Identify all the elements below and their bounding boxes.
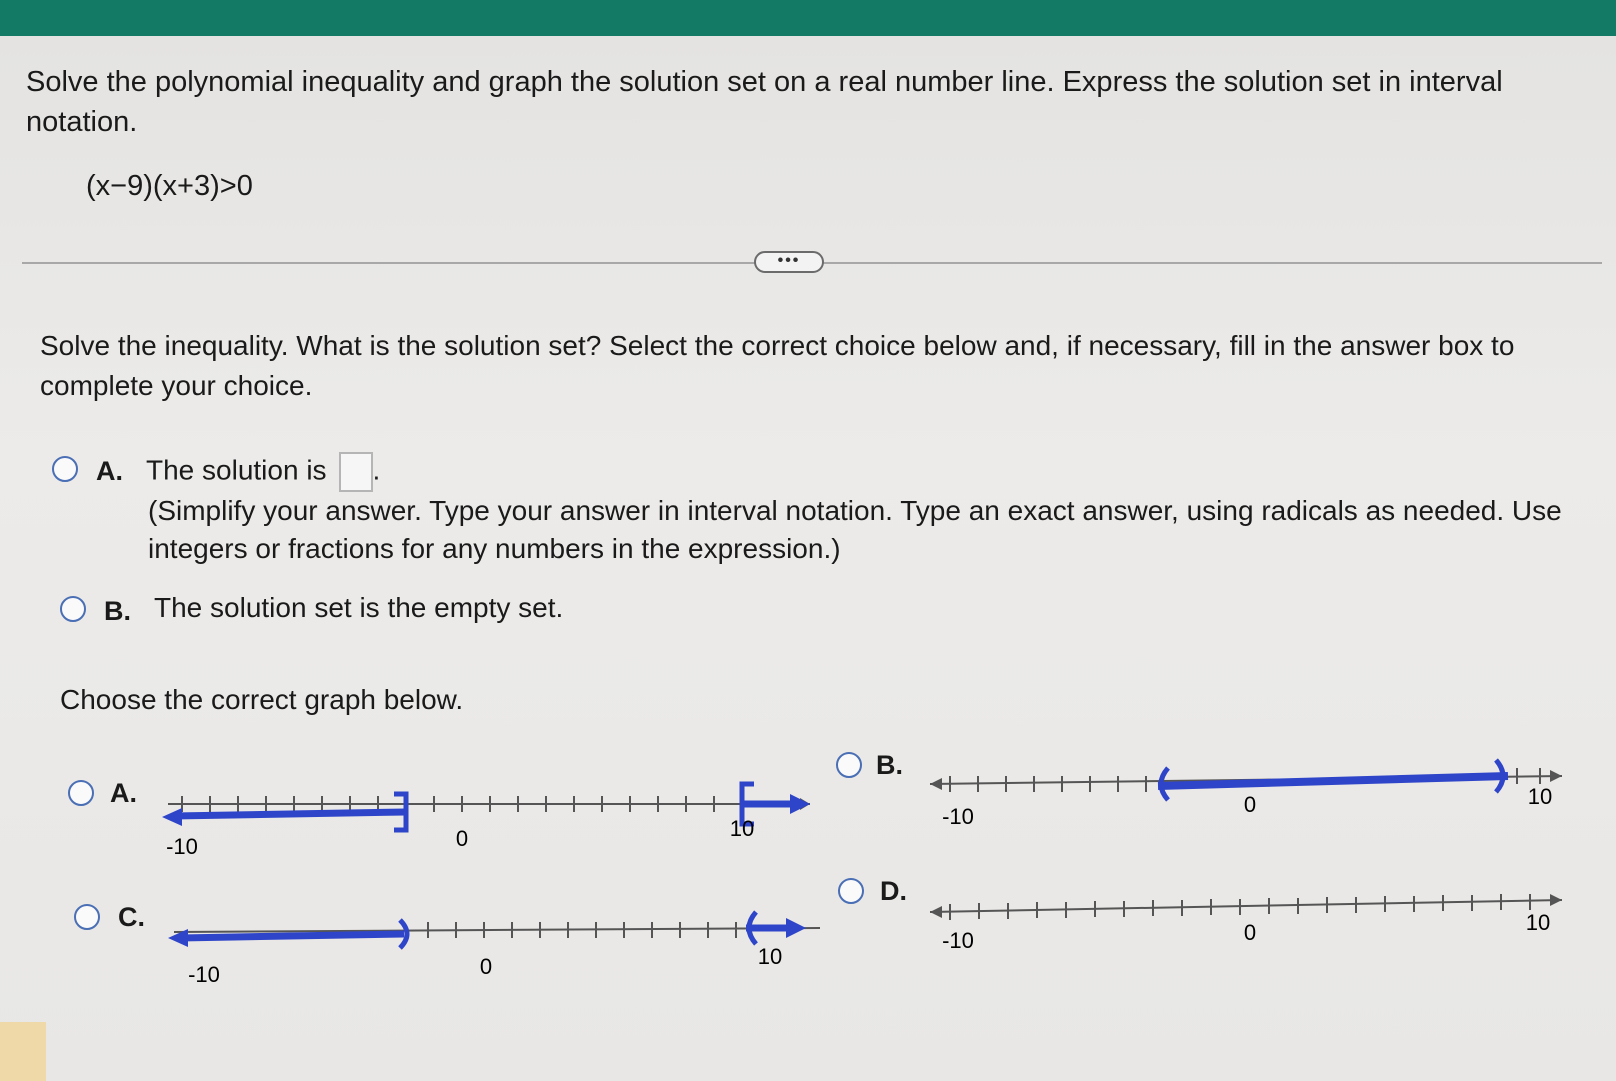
header-bar xyxy=(0,0,1616,36)
graph-a-radio[interactable] xyxy=(68,780,94,806)
tick-label-10: 10 xyxy=(729,816,755,841)
graph-b-radio[interactable] xyxy=(836,752,862,778)
tick-label-neg10: -10 xyxy=(942,928,974,953)
tick-label-neg10: -10 xyxy=(188,962,220,987)
tick-label-10: 10 xyxy=(757,944,783,969)
side-tab[interactable] xyxy=(0,1022,46,1081)
tick-label-0: 0 xyxy=(455,826,469,851)
option-a-label: The solution is xyxy=(146,454,327,486)
shade-left-arrow xyxy=(162,808,182,826)
graph-c-letter: C. xyxy=(118,902,145,932)
graph-prompt: Choose the correct graph below. xyxy=(60,684,464,715)
option-a-radio[interactable] xyxy=(52,456,78,482)
graph-b-letter: B. xyxy=(876,750,903,780)
tick-label-0: 0 xyxy=(479,954,493,979)
inequality-expression: (x−9)(x+3)>0 xyxy=(86,170,253,202)
tick-label-10: 10 xyxy=(1525,910,1551,935)
ticks xyxy=(950,894,1530,920)
tick-label-neg10: -10 xyxy=(166,834,198,859)
option-a-letter: A. xyxy=(96,456,123,486)
axis-line xyxy=(174,928,820,932)
tick-label-neg10: -10 xyxy=(942,804,974,829)
tick-label-0: 0 xyxy=(1243,920,1257,945)
shade-left xyxy=(180,934,404,938)
option-a-hint: (Simplify your answer. Type your answer in interval notation. Type an exact answer, using radicals as needed. Use integers or fractions for any numbers in the expression.) xyxy=(148,495,1562,564)
option-a-period: . xyxy=(372,454,381,486)
option-b-radio[interactable] xyxy=(60,596,86,622)
instructions: Solve the inequality. What is the solution set? Select the correct choice below and, if necessary, fill in the answer box to complete your choice. xyxy=(40,330,1515,401)
shade-right-arrow xyxy=(786,918,806,938)
more-button[interactable]: ••• xyxy=(754,251,824,273)
option-a-text xyxy=(146,452,380,492)
tick-label-0: 0 xyxy=(1243,792,1257,817)
axis-arrow-left xyxy=(930,906,942,918)
option-b-text: The solution set is the empty set. xyxy=(154,592,564,623)
shade-left xyxy=(174,812,406,816)
shade-right-arrow xyxy=(790,794,810,814)
answer-input[interactable] xyxy=(339,452,373,492)
axis-arrow-left xyxy=(930,778,942,790)
question-text: Solve the polynomial inequality and graph the solution set on a real number line. Express the solution set in interval notation. xyxy=(26,66,1503,138)
graph-a-letter: A. xyxy=(110,778,137,808)
axis-arrow-right xyxy=(1550,894,1562,906)
shade-middle xyxy=(1158,776,1508,786)
option-b-letter: B. xyxy=(104,596,131,626)
graph-c-number-line xyxy=(166,902,830,992)
graph-c-radio[interactable] xyxy=(74,904,100,930)
ticks xyxy=(182,796,742,812)
graph-d-radio[interactable] xyxy=(838,878,864,904)
graph-a-number-line xyxy=(160,770,820,860)
graph-d-letter: D. xyxy=(880,876,907,906)
graph-d-number-line xyxy=(928,880,1568,960)
tick-label-10: 10 xyxy=(1527,784,1553,809)
graph-b-number-line xyxy=(928,756,1568,846)
axis-line xyxy=(930,900,1562,912)
axis-arrow-right xyxy=(1550,770,1562,782)
